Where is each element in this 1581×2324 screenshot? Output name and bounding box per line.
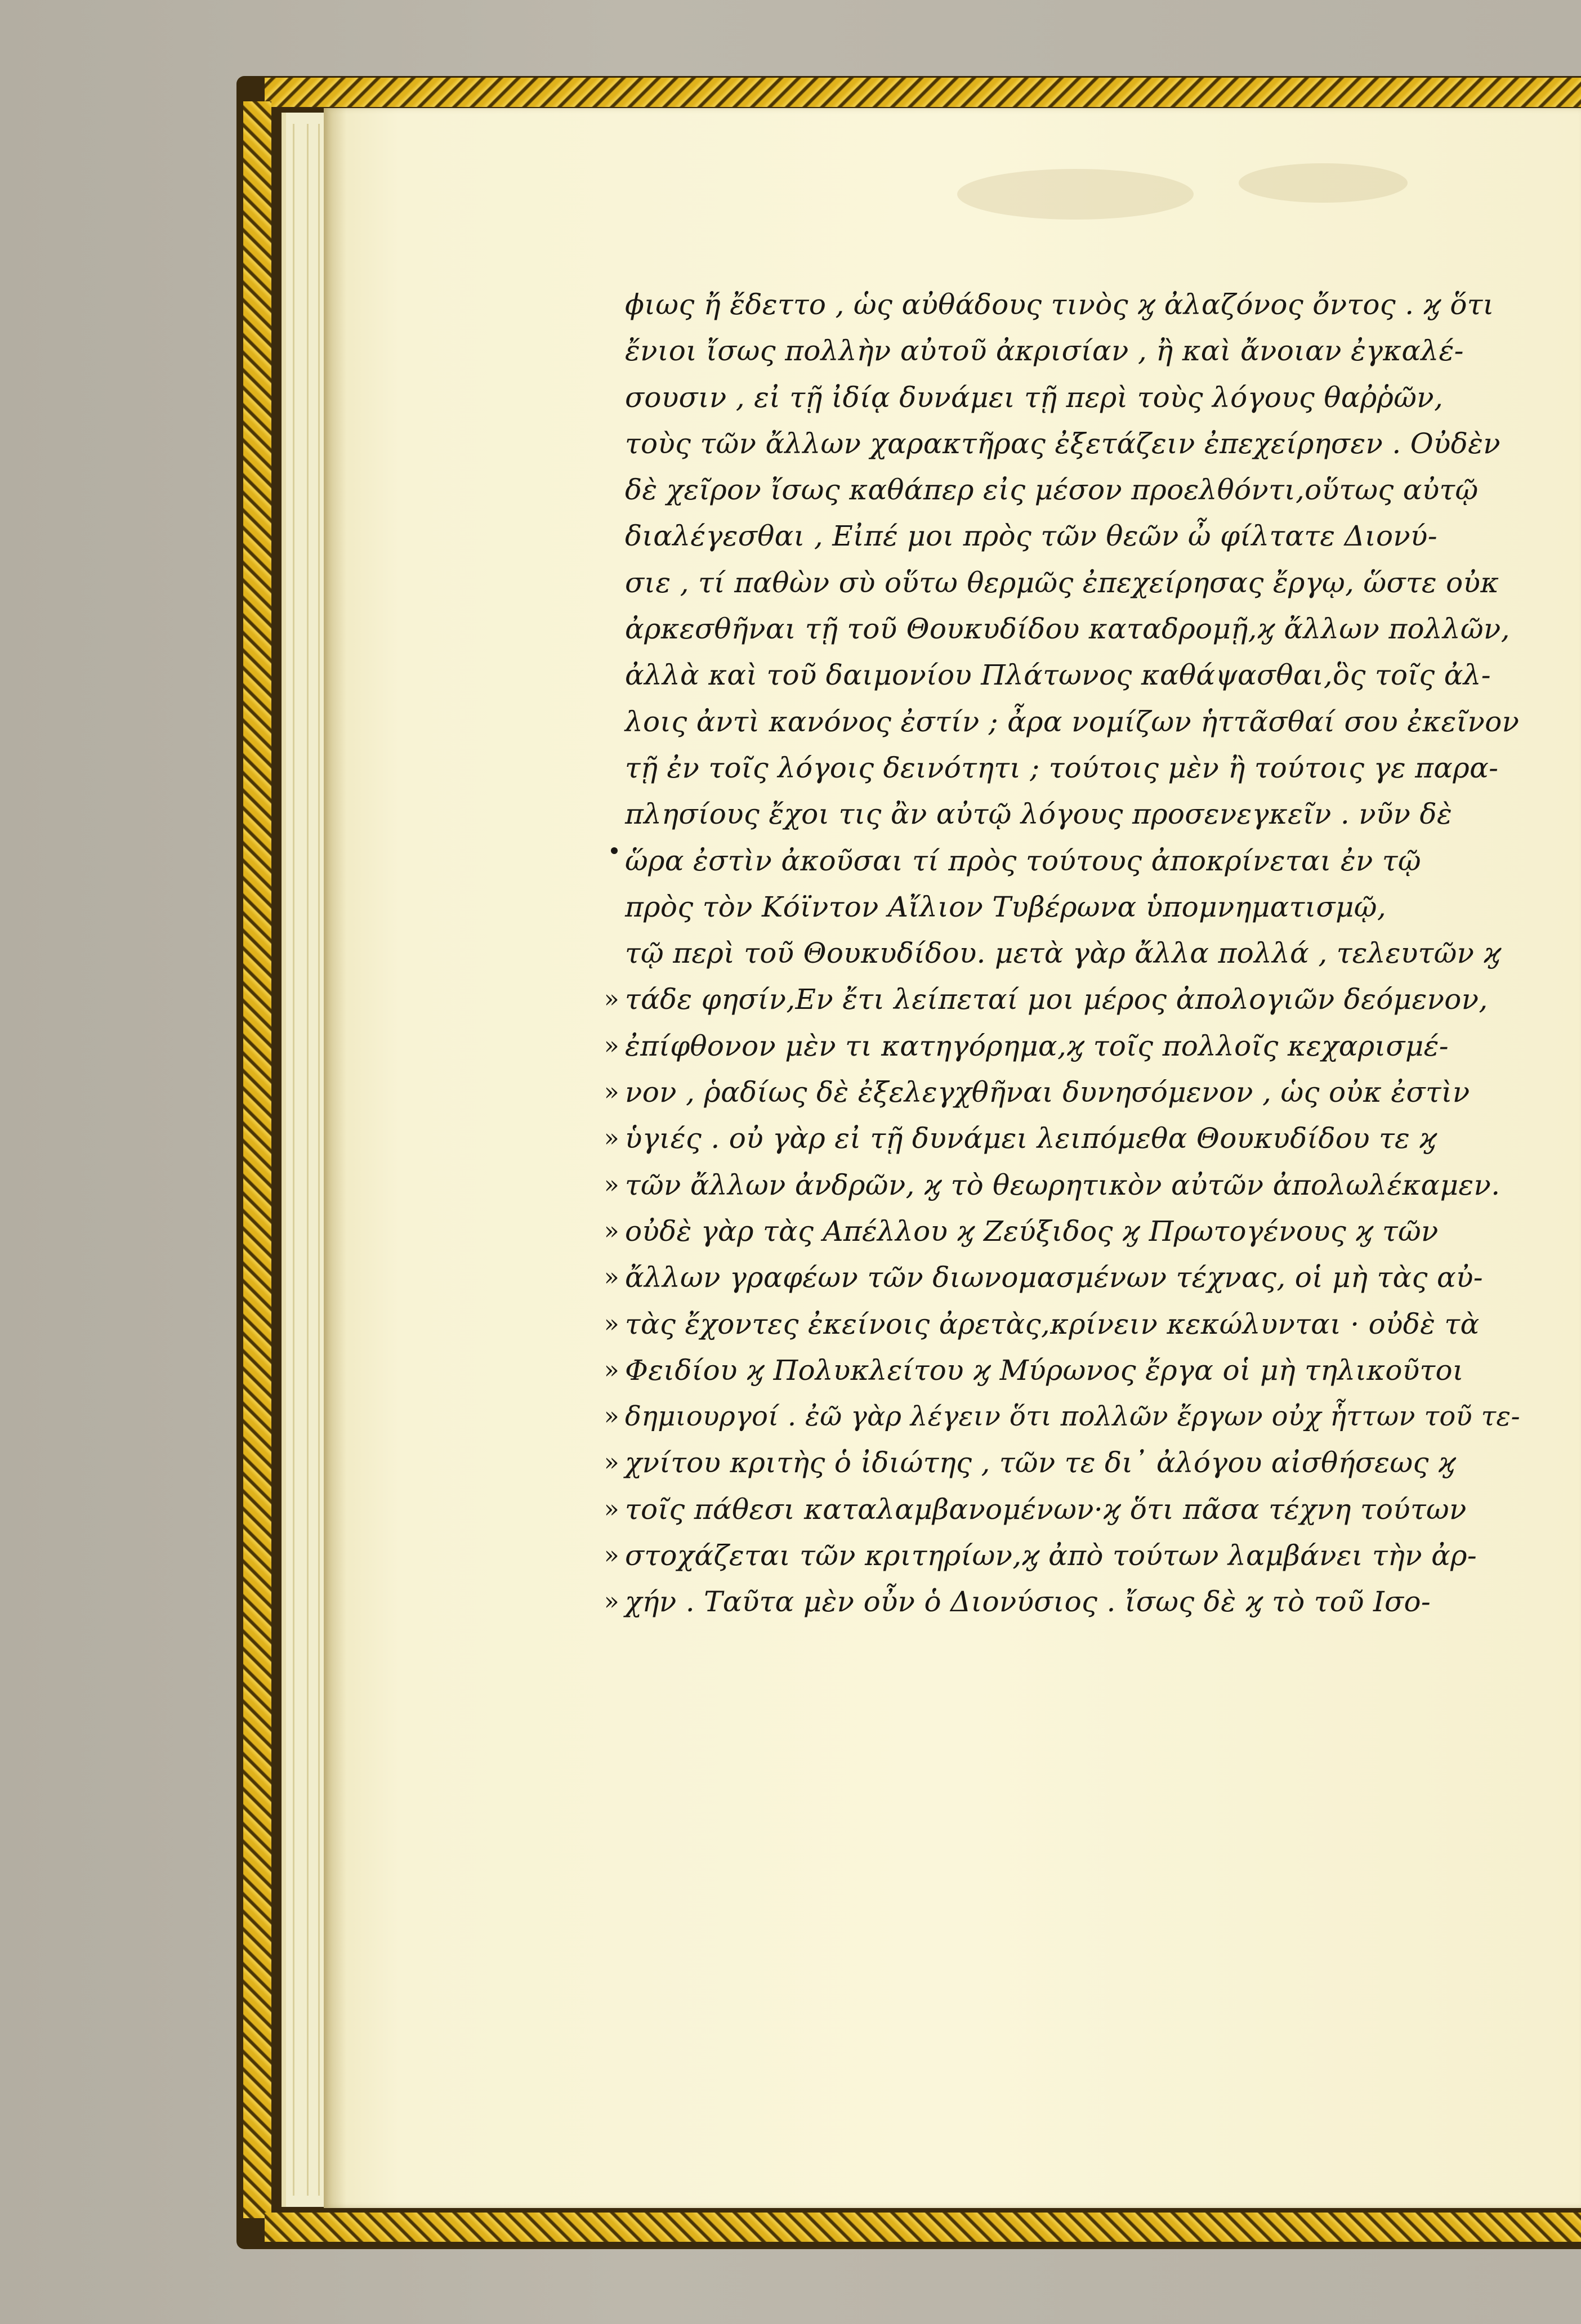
text-line (604, 976, 1526, 1022)
text-line (625, 513, 1526, 559)
text-line (625, 652, 1526, 698)
text-line (625, 745, 1526, 791)
gilt-edge-bottom (265, 2213, 1581, 2242)
text-line (604, 1023, 1526, 1069)
text-line-content: ἐπίφθονον μὲν τι κατηγόρημα,ϗ τοῖς πολλοῖς κεχαρισμέ- (625, 1029, 1449, 1062)
ink-dot (611, 847, 618, 854)
quotation-mark: » (604, 1355, 619, 1384)
quotation-mark: » (604, 985, 619, 1014)
text-line (604, 1579, 1526, 1625)
text-line (625, 374, 1526, 421)
text-line (604, 1486, 1526, 1532)
gilt-edge-left (243, 101, 271, 2218)
page-edge-line (307, 124, 309, 2196)
page-edge-line (293, 124, 294, 2196)
text-line-content: τὰς ἔχοντες ἐκείνοις ἀρετὰς,κρίνειν κεκώλυνται · οὐδὲ τὰ (625, 1307, 1480, 1340)
text-line (604, 1115, 1526, 1161)
text-line (604, 1532, 1526, 1579)
text-line-content: πλησίους ἔχοι τις ἂν αὐτῷ λόγους προσενεγκεῖν . νῦν δὲ (625, 798, 1453, 831)
quotation-mark: » (604, 1124, 619, 1153)
quotation-mark: » (604, 1170, 619, 1199)
text-line-content: τῶν ἄλλων ἀνδρῶν, ϗ τὸ θεωρητικὸν αὐτῶν ἀπολωλέκαμεν. (625, 1168, 1500, 1201)
page-edge-line (318, 124, 320, 2196)
text-line (604, 1393, 1526, 1440)
text-line-content: ἄλλων γραφέων τῶν διωνομασμένων τέχνας, οἱ μὴ τὰς αὐ- (625, 1261, 1483, 1294)
text-line (625, 560, 1526, 606)
text-line-content: χήν . Ταῦτα μὲν οὖν ὁ Διονύσιος . ἴσως δὲ ϗ τὸ τοῦ Ισο- (625, 1585, 1431, 1619)
quotation-mark: » (604, 1494, 619, 1523)
text-line (625, 930, 1526, 976)
quotation-mark: » (604, 1078, 619, 1107)
text-line-content: πρὸς τὸν Κόϊντον Αἴλιον Τυβέρωνα ὑπομνηματισμῷ, (625, 890, 1387, 923)
text-line (625, 699, 1526, 745)
text-line (625, 467, 1526, 513)
text-line-content: νον , ῥαδίως δὲ ἐξελεγχθῆναι δυνησόμενον , ὡς οὐκ ἐστὶν (625, 1076, 1470, 1109)
quotation-mark: » (604, 1263, 619, 1292)
quotation-mark: » (604, 1448, 619, 1477)
text-line-content: σουσιν , εἰ τῇ ἰδίᾳ δυνάμει τῇ περὶ τοὺς λόγους θαῤῥῶν, (625, 381, 1444, 414)
text-line-content: τῇ ἐν τοῖς λόγοις δεινότητι ; τούτοις μὲν ἢ τούτοις γε παρα- (625, 751, 1499, 784)
paper-stain (957, 169, 1194, 220)
quotation-mark: » (604, 1216, 619, 1245)
paper-stain (1239, 163, 1408, 203)
gilt-edge-top (265, 78, 1581, 107)
text-line-content: οὐδὲ γὰρ τὰς Απέλλου ϗ Ζεύξιδος ϗ Πρωτογένους ϗ τῶν (625, 1214, 1439, 1248)
text-line-content: ἀρκεσθῆναι τῇ τοῦ Θουκυδίδου καταδρομῇ,ϗ ἄλλων πολλῶν, (625, 613, 1510, 646)
text-line (604, 1301, 1526, 1347)
quotation-mark: » (604, 1402, 619, 1431)
text-line (625, 328, 1526, 374)
quotation-mark: » (604, 1031, 619, 1060)
greek-text-block (604, 281, 1526, 1625)
text-line-content: τοὺς τῶν ἄλλων χαρακτῆρας ἐξετάζειν ἐπεχείρησεν . Οὐδὲν (625, 427, 1500, 460)
text-line (604, 1254, 1526, 1300)
quotation-mark: » (604, 1587, 619, 1616)
quotation-mark: » (604, 1309, 619, 1338)
text-line-content: ἔνιοι ἴσως πολλὴν αὐτοῦ ἀκρισίαν , ἢ καὶ ἄνοιαν ἐγκαλέ- (625, 334, 1464, 368)
text-line (625, 791, 1526, 837)
text-line-content: σιε , τί παθὼν σὺ οὕτω θερμῶς ἐπεχείρησας ἔργῳ, ὥστε οὐκ (625, 566, 1499, 599)
text-line (625, 838, 1526, 884)
text-line-content: τοῖς πάθεσι καταλαμβανομένων·ϗ ὅτι πᾶσα τέχνη τούτων (625, 1492, 1467, 1526)
text-line-content: Φειδίου ϗ Πολυκλείτου ϗ Μύρωνος ἔργα οἱ μὴ τηλικοῦτοι (625, 1353, 1464, 1387)
text-line (625, 606, 1526, 652)
text-line-content: διαλέγεσθαι , Εἰπέ μοι πρὸς τῶν θεῶν ὦ φίλτατε Διονύ- (625, 520, 1437, 553)
text-line (604, 1162, 1526, 1208)
quotation-mark: » (604, 1541, 619, 1570)
text-line-content: ὑγιές . οὐ γὰρ εἰ τῇ δυνάμει λειπόμεθα Θουκυδίδου τε ϗ (625, 1122, 1437, 1155)
text-line (625, 884, 1526, 930)
text-line (625, 421, 1526, 467)
text-line-content: ϕιως ἤ ἔδεττο , ὡς αὐθάδους τινὸς ϗ ἀλαζόνος ὄντος . ϗ ὅτι (625, 288, 1494, 321)
text-line-content: ἀλλὰ καὶ τοῦ δαιμονίου Πλάτωνος καθάψασθαι,ὃς τοῖς ἀλ- (625, 659, 1491, 692)
page-gutter-shadow (324, 108, 346, 2208)
text-line (604, 1208, 1526, 1254)
text-line-content: χνίτου κριτὴς ὁ ἰδιώτης , τῶν τε δι᾽ ἀλόγου αἰσθήσεως ϗ (625, 1446, 1456, 1480)
text-line-content: τάδε φησίν,Εν ἔτι λείπεταί μοι μέρος ἀπολογιῶν δεόμενον, (625, 983, 1488, 1016)
text-line (604, 1347, 1526, 1393)
text-line (604, 1069, 1526, 1115)
text-line-content: τῷ περὶ τοῦ Θουκυδίδου. μετὰ γὰρ ἄλλα πολλά , τελευτῶν ϗ (625, 937, 1502, 970)
text-line (604, 1440, 1526, 1486)
text-line-content: ὥρα ἐστὶν ἀκοῦσαι τί πρὸς τούτους ἀποκρίνεται ἐν τῷ (625, 844, 1421, 877)
text-line-content: δὲ χεῖρον ἴσως καθάπερ εἰς μέσον προελθόντι,οὕτως αὐτῷ (625, 473, 1479, 507)
text-line-content: δημιουργοί . ἐῶ γὰρ λέγειν ὅτι πολλῶν ἔργων οὐχ ἧττων τοῦ τε- (625, 1401, 1520, 1433)
text-line-content: στοχάζεται τῶν κριτηρίων,ϗ ἀπὸ τούτων λαμβάνει τὴν ἀρ- (625, 1539, 1477, 1572)
text-line (625, 281, 1526, 328)
text-line-content: λοις ἀντὶ κανόνος ἐστίν ; ἆρα νομίζων ἡττᾶσθαί σου ἐκεῖνον (625, 705, 1520, 738)
